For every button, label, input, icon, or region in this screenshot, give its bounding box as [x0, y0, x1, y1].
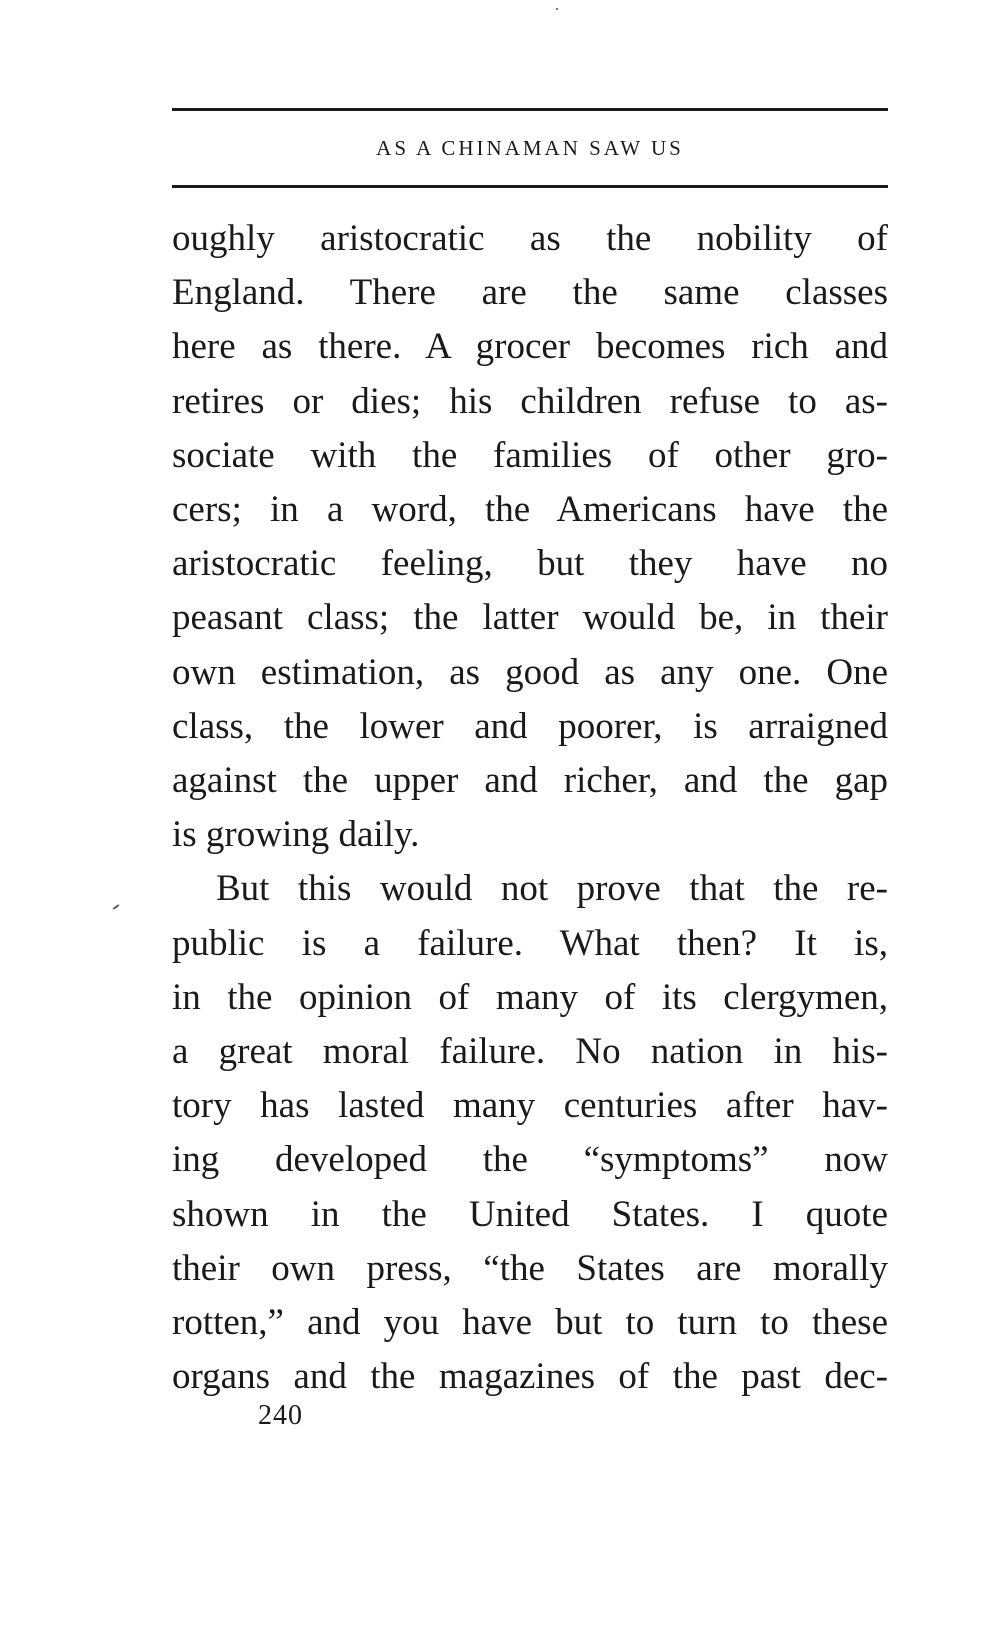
text-line: in the opinion of many of its clergymen,	[172, 976, 888, 1018]
running-head: AS A CHINAMAN SAW US	[376, 136, 684, 160]
header-rule-bottom	[172, 185, 888, 188]
text-line: rotten,” and you have but to turn to these	[172, 1302, 888, 1344]
text-line: is growing daily.	[172, 814, 420, 856]
text-line: sociate with the families of other gro-	[172, 434, 888, 476]
text-line: class, the lower and poorer, is arraigned	[172, 705, 888, 747]
text-line: against the upper and richer, and the gap	[172, 760, 888, 802]
text-line: own estimation, as good as any one. One	[172, 651, 888, 693]
text-line: tory has lasted many centuries after hav-	[172, 1085, 888, 1127]
header-rule-top	[172, 108, 888, 111]
text-line: public is a failure. What then? It is,	[172, 922, 888, 964]
ink-speck	[556, 8, 558, 10]
page-number: 240	[258, 1400, 303, 1431]
text-line: here as there. A grocer becomes rich and	[172, 326, 888, 368]
text-line: peasant class; the latter would be, in their	[172, 597, 888, 639]
text-line: oughly aristocratic as the nobility of	[172, 218, 888, 259]
text-line: shown in the United States. I quote	[172, 1193, 888, 1235]
text-line: aristocratic feeling, but they have no	[172, 543, 888, 585]
text-line: cers; in a word, the Americans have the	[172, 489, 888, 531]
text-line: a great moral failure. No nation in his-	[172, 1031, 888, 1073]
text-line: England. There are the same classes	[172, 272, 888, 314]
text-line: their own press, “the States are morally	[172, 1247, 888, 1289]
text-line: ing developed the “symptoms” now	[172, 1139, 888, 1181]
text-line: organs and the magazines of the past dec-	[172, 1356, 888, 1398]
body-text	[172, 212, 888, 1404]
text-line: retires or dies; his children refuse to as-	[172, 380, 888, 422]
text-line: But this would not prove that the re-	[216, 868, 888, 910]
ink-speck	[112, 904, 120, 910]
